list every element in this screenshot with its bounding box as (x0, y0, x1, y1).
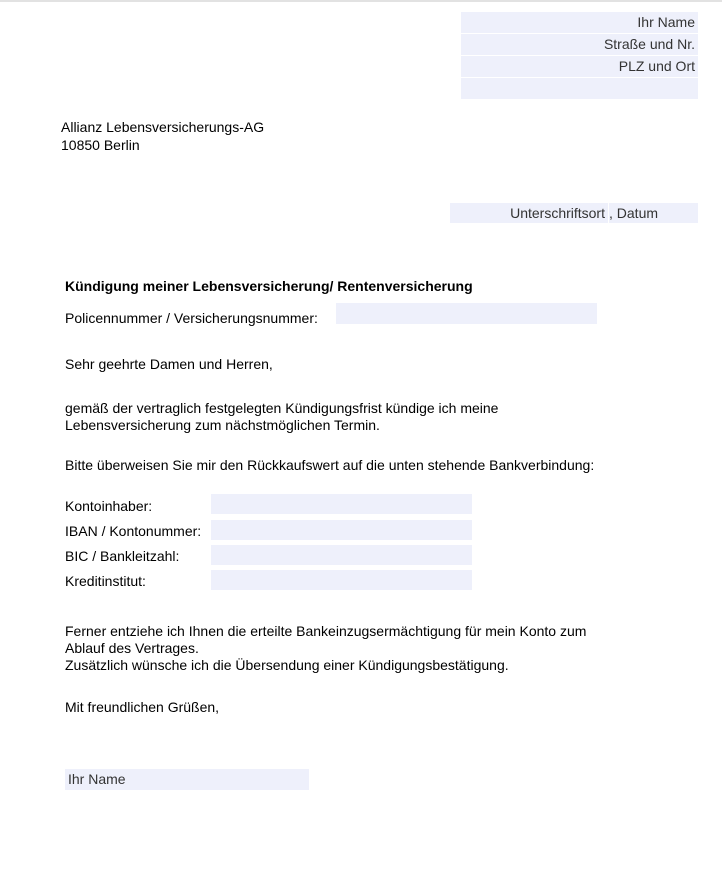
subject-line: Kündigung meiner Lebensversicherung/ Rentenversicherung (65, 278, 473, 294)
credit-institute-field[interactable] (211, 570, 472, 590)
sender-city-field[interactable]: PLZ und Ort (461, 56, 698, 77)
iban-field[interactable] (211, 520, 472, 540)
body-paragraph-1-line-1: gemäß der vertraglich festgelegten Kündigungsfrist kündige ich meine (65, 400, 499, 416)
policy-number-field[interactable] (336, 303, 597, 324)
closing-greeting: Mit freundlichen Grüßen, (65, 699, 220, 715)
recipient-line-2: 10850 Berlin (61, 137, 140, 153)
salutation: Sehr geehrte Damen und Herren, (65, 356, 273, 372)
sender-name-field[interactable]: Ihr Name (461, 12, 698, 33)
date-field[interactable]: , Datum (609, 203, 698, 223)
signature-name-field[interactable]: Ihr Name (65, 769, 309, 790)
page-top-border (0, 0, 722, 2)
closing-paragraph-line-1: Ferner entziehe ich Ihnen die erteilte Bankeinzugsermächtigung für mein Konto zum (65, 623, 587, 639)
sender-street-field[interactable]: Straße und Nr. (461, 34, 698, 55)
closing-paragraph-line-3: Zusätzlich wünsche ich die Übersendung einer Kündigungsbestätigung. (65, 657, 509, 673)
closing-paragraph-line-2: Ablauf des Vertrages. (65, 640, 199, 656)
bank-label-iban: IBAN / Kontonummer: (65, 523, 202, 539)
policy-label: Policennummer / Versicherungsnummer: (65, 310, 318, 326)
signature-place-field[interactable]: Unterschriftsort (450, 203, 608, 223)
sender-extra-field[interactable] (461, 78, 698, 99)
account-holder-field[interactable] (211, 494, 472, 514)
bic-field[interactable] (211, 545, 472, 565)
bank-label-account-holder: Kontoinhaber: (65, 498, 153, 514)
bank-label-bic: BIC / Bankleitzahl: (65, 548, 180, 564)
recipient-line-1: Allianz Lebensversicherungs-AG (61, 119, 265, 135)
body-paragraph-1-line-2: Lebensversicherung zum nächstmöglichen Termin. (65, 417, 380, 433)
bank-label-institute: Kreditinstitut: (65, 573, 146, 589)
body-paragraph-2: Bitte überweisen Sie mir den Rückkaufswert auf die unten stehende Bankverbindung: (65, 457, 595, 473)
